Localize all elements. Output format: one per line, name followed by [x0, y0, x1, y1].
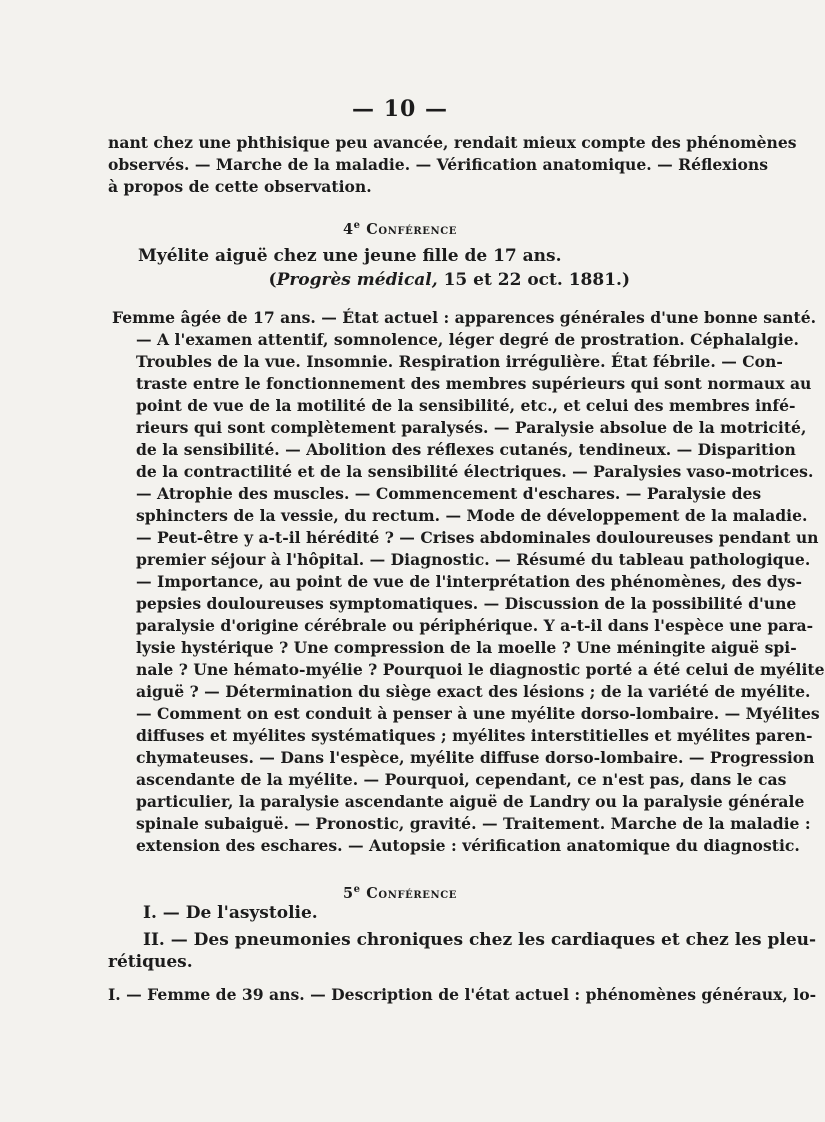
body-line: — Importance, au point de vue de l'interprétation des phénomènes, des dys- [136, 572, 803, 591]
body-line: chymateuses. — Dans l'espèce, myélite diffuse dorso-lombaire. — Progression [136, 748, 815, 767]
conference-4-heading [0, 220, 800, 238]
conference-5-item-2 [108, 929, 817, 973]
body-line: Femme âgée de 17 ans. — État actuel : apparences générales d'une bonne santé. [112, 308, 817, 327]
conference-ordinal: e [353, 220, 361, 231]
conference-4-title: Myélite aiguë chez une jeune fille de 17 ans. [138, 246, 562, 266]
intro-line: à propos de cette observation. [108, 177, 372, 196]
body-line: point de vue de la motilité de la sensibilité, etc., et celui des membres infé- [136, 396, 796, 415]
conference-word: Conférence [366, 884, 458, 902]
body-line: I. — Femme de 39 ans. — Description de l'état actuel : phénomènes généraux, lo- [108, 985, 817, 1004]
conference-number: 5 [342, 884, 354, 902]
body-line: rieurs qui sont complètement paralysés. — Paralysie absolue de la motricité, [136, 418, 807, 437]
body-line: de la sensibilité. — Abolition des réflexes cutanés, tendineux. — Disparition [136, 440, 796, 459]
body-line: Troubles de la vue. Insomnie. Respiration irrégulière. État fébrile. — Con- [136, 352, 783, 371]
page-number: — 10 — [352, 96, 448, 122]
body-line: particulier, la paralysie ascendante aiguë de Landry ou la paralysie générale [136, 792, 805, 811]
item-2-line: rétiques. [108, 952, 193, 972]
body-line: pepsies douloureuses symptomatiques. — Discussion de la possibilité d'une [136, 594, 797, 613]
conference-5-item-1: I. — De l'asystolie. [143, 903, 318, 923]
body-line: lysie hystérique ? Une compression de la moelle ? Une méningite aiguë spi- [136, 638, 797, 657]
body-line: sphincters de la vessie, du rectum. — Mode de développement de la maladie. [136, 506, 808, 525]
conference-ordinal: e [353, 884, 361, 895]
conference-word: Conférence [366, 220, 458, 238]
body-line: traste entre le fonctionnement des membres supérieurs qui sont normaux au [136, 374, 812, 393]
body-line: spinale subaiguë. — Pronostic, gravité. — Traitement. Marche de la maladie : [136, 814, 811, 833]
conference-5-body [108, 984, 817, 1006]
body-line: premier séjour à l'hôpital. — Diagnostic. — Résumé du tableau pathologique. [136, 550, 811, 569]
body-line: diffuses et myélites systématiques ; myélites interstitielles et myélites paren- [136, 726, 813, 745]
body-line: extension des eschares. — Autopsie : vérification anatomique du diagnostic. [136, 836, 800, 855]
intro-line: observés. — Marche de la maladie. — Vérification anatomique. — Réflexions [108, 155, 769, 174]
body-line: — Comment on est conduit à penser à une myélite dorso-lombaire. — Myélites [136, 704, 820, 723]
conference-number: 4 [342, 220, 354, 238]
body-line: nale ? Une hémato-myélie ? Pourquoi le diagnostic porté a été celui de myélite [136, 660, 825, 679]
citation-open-paren: ( [268, 270, 277, 290]
body-line: de la contractilité et de la sensibilité électriques. — Paralysies vaso-motrices. [136, 462, 814, 481]
body-line: — Peut-être y a-t-il hérédité ? — Crises abdominales douloureuses pendant un [136, 528, 819, 547]
body-line: aiguë ? — Détermination du siège exact des lésions ; de la variété de myélite. [136, 682, 811, 701]
conference-5-heading [0, 884, 800, 902]
citation-date: 15 et 22 oct. 1881.) [437, 270, 630, 290]
citation-journal: Progrès médical, [276, 270, 438, 290]
body-line: ascendante de la myélite. — Pourquoi, cependant, ce n'est pas, dans le cas [136, 770, 787, 789]
body-line: — A l'examen attentif, somnolence, léger degré de prostration. Céphalalgie. [136, 330, 799, 349]
intro-paragraph [108, 132, 797, 198]
body-line: — Atrophie des muscles. — Commencement d'eschares. — Paralysie des [136, 484, 762, 503]
conference-4-citation [269, 270, 630, 290]
conference-4-body [108, 307, 825, 857]
intro-line: nant chez une phthisique peu avancée, rendait mieux compte des phénomènes [108, 133, 797, 152]
item-2-line: II. — Des pneumonies chroniques chez les cardiaques et chez les pleu- [143, 930, 817, 950]
body-line: paralysie d'origine cérébrale ou périphérique. Y a-t-il dans l'espèce une para- [136, 616, 814, 635]
